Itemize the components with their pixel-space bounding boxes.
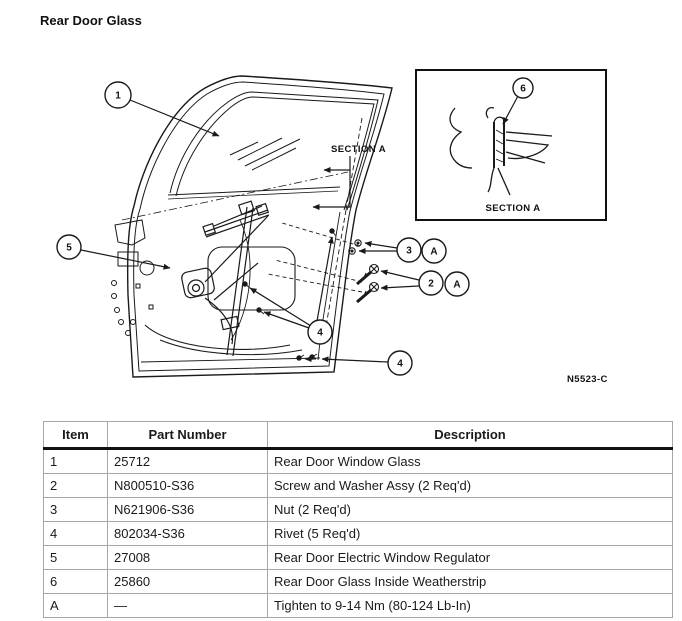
table-row — [44, 546, 673, 570]
figure-code: N5523-C — [567, 374, 608, 385]
part-number-cell: — — [108, 594, 268, 618]
rear-door-illustration — [0, 60, 682, 410]
callout-4-upper — [250, 237, 332, 344]
callout-2 — [381, 271, 469, 296]
callout-2-label: 2 — [428, 278, 434, 290]
description-cell: Rear Door Window Glass — [268, 449, 673, 474]
window-regulator — [181, 201, 362, 356]
section-a-main-label: SECTION A — [331, 144, 386, 155]
callout-4-lower — [305, 351, 412, 375]
door-outline — [128, 76, 392, 377]
parts-table — [43, 421, 673, 618]
part-number-cell: 25712 — [108, 449, 268, 474]
description-cell: Nut (2 Req'd) — [268, 498, 673, 522]
part-number-cell: 802034-S36 — [108, 522, 268, 546]
callout-a-upper-label: A — [430, 246, 438, 258]
callout-4-upper-label: 4 — [317, 327, 323, 339]
parts-diagram — [0, 60, 682, 410]
column-header-item: Item — [44, 422, 108, 449]
callout-1-label: 1 — [115, 90, 121, 102]
section-a-inset — [416, 70, 606, 220]
part-number-cell: 27008 — [108, 546, 268, 570]
callout-a-lower-label: A — [453, 279, 461, 291]
description-cell: Screw and Washer Assy (2 Req'd) — [268, 474, 673, 498]
hinge-edge-details — [112, 172, 349, 336]
callout-3-label: 3 — [406, 245, 412, 257]
callout-3 — [359, 238, 446, 263]
table-row — [44, 474, 673, 498]
part-number-cell: N800510-S36 — [108, 474, 268, 498]
item-cell: 1 — [44, 449, 108, 474]
table-row — [44, 498, 673, 522]
item-cell: A — [44, 594, 108, 618]
description-cell: Rivet (5 Req'd) — [268, 522, 673, 546]
section-a-inset-label: SECTION A — [485, 203, 541, 214]
callout-5-label: 5 — [66, 242, 72, 254]
callout-5 — [57, 235, 170, 268]
item-cell: 3 — [44, 498, 108, 522]
item-cell: 6 — [44, 570, 108, 594]
table-header-row — [44, 422, 673, 449]
item-cell: 2 — [44, 474, 108, 498]
window-frame — [168, 92, 378, 338]
table-row — [44, 522, 673, 546]
table-row — [44, 449, 673, 474]
description-cell: Tighten to 9-14 Nm (80-124 Lb-In) — [268, 594, 673, 618]
part-number-cell: N621906-S36 — [108, 498, 268, 522]
callout-4-lower-label: 4 — [397, 358, 403, 370]
item-cell: 5 — [44, 546, 108, 570]
page-title: Rear Door Glass — [40, 13, 142, 28]
glass-reflections — [230, 138, 300, 170]
part-number-cell: 25860 — [108, 570, 268, 594]
table-row — [44, 594, 673, 618]
callout-6-label: 6 — [520, 83, 526, 95]
table-row — [44, 570, 673, 594]
column-header-description: Description — [268, 422, 673, 449]
description-cell: Rear Door Glass Inside Weatherstrip — [268, 570, 673, 594]
column-header-part-number: Part Number — [108, 422, 268, 449]
item-cell: 4 — [44, 522, 108, 546]
screw-fasteners — [357, 265, 379, 303]
description-cell: Rear Door Electric Window Regulator — [268, 546, 673, 570]
section-a-annotation — [313, 144, 386, 207]
